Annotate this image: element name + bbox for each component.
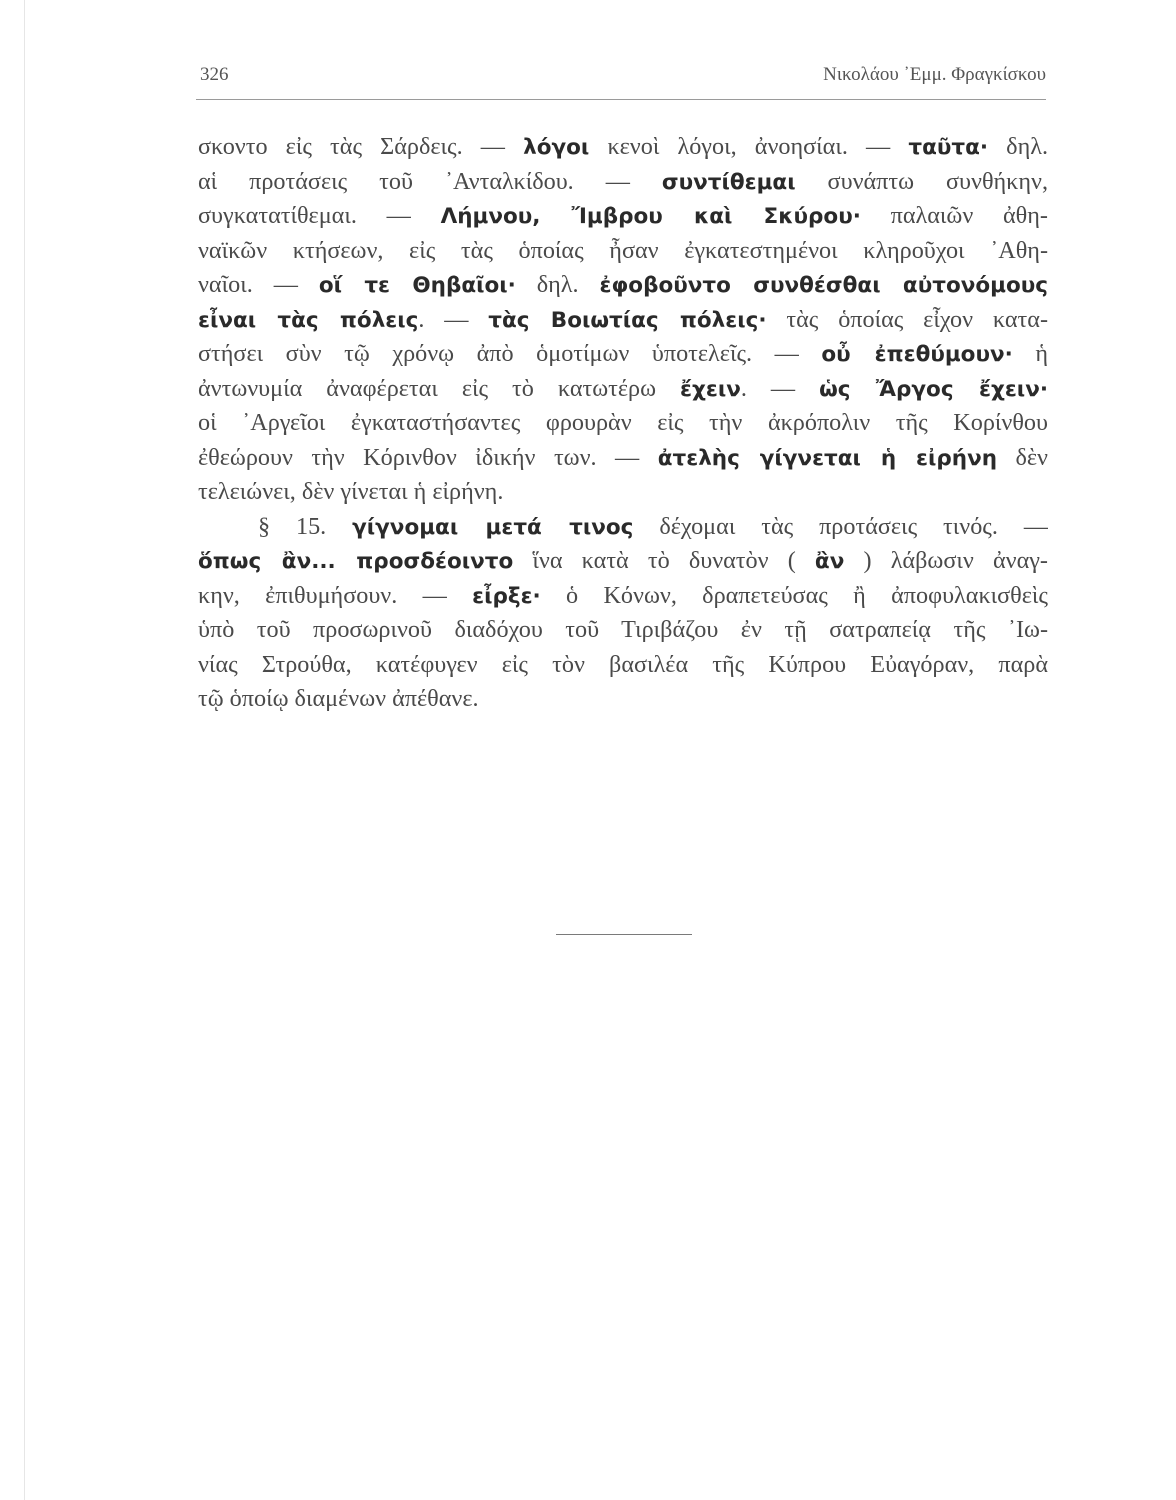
lemma: εἶναι τὰς πόλεις — [198, 307, 419, 333]
page-edge — [24, 0, 25, 1500]
text-line — [198, 165, 1048, 200]
text-line — [198, 406, 1048, 441]
lemma: ἔχειν — [680, 376, 741, 402]
lemma: ἀτελὴς γίγνεται ἡ εἰρήνη — [657, 445, 998, 471]
lemma: ὡς Ἄργος ἔχειν· — [819, 376, 1048, 402]
text-line — [198, 372, 1048, 407]
gloss: ) λάβωσιν ἀναγ- — [844, 547, 1048, 574]
gloss: δὲν — [997, 443, 1048, 471]
gloss: ἡ — [1012, 340, 1048, 367]
text-line — [198, 130, 1048, 165]
commentary-text — [198, 130, 1048, 717]
gloss: . — — [418, 305, 489, 333]
lemma: τὰς Βοιωτίας πόλεις· — [488, 307, 767, 333]
header-rule — [196, 99, 1046, 100]
lemma: ὅπως ἂν... προσδέοιντο — [198, 549, 514, 574]
lemma: οἵ τε Θηβαῖοι· — [318, 273, 516, 298]
text-line — [198, 234, 1048, 269]
lemma: συντίθεμαι — [661, 169, 796, 195]
text-line — [198, 268, 1048, 303]
text-line — [198, 682, 1048, 717]
gloss: ὑπὸ τοῦ προσωρινοῦ διαδόχου τοῦ Τιριβάζου ἐν τῇ σατραπείᾳ τῆς ᾿Ιω- — [198, 616, 1048, 643]
gloss: ἵνα κατὰ τὸ δυνατὸν ( — [513, 547, 815, 574]
page-number: 326 — [200, 64, 229, 85]
gloss: παλαιῶν ἀθη- — [860, 202, 1048, 229]
end-rule — [556, 934, 692, 935]
text-line — [198, 441, 1048, 476]
running-head — [200, 64, 1046, 94]
gloss: συνάπτω συνθήκην, — [795, 167, 1048, 195]
text-line — [198, 613, 1048, 648]
lemma: οὖ ἐπεθύμουν· — [821, 342, 1013, 367]
lemma: ταῦτα· — [908, 135, 989, 160]
text-line — [198, 544, 1048, 579]
text-line — [198, 579, 1048, 614]
gloss: ἀντωνυμία ἀναφέρεται εἰς τὸ κατωτέρω — [198, 374, 681, 402]
gloss: δηλ. — [515, 271, 600, 298]
gloss: οἱ ᾿Αργεῖοι ἐγκαταστήσαντες φρουρὰν εἰς τὴν ἀκρόπολιν τῆς Κορίνθου — [198, 409, 1048, 436]
gloss: νίας Στρούθα, κατέφυγεν εἰς τὸν βασιλέα τῆς Κύπρου Εὐαγόραν, παρὰ — [198, 650, 1048, 678]
gloss: . — — [740, 374, 820, 402]
gloss: ὁ Κόνων, δραπετεύσας ἢ ἀποφυλακισθεὶς — [540, 581, 1048, 609]
gloss: κην, ἐπιθυμήσουν. — — [198, 581, 473, 609]
gloss: δέχομαι τὰς προτάσεις τινός. — — [633, 512, 1048, 540]
gloss: τὰς ὁποίας εἶχον κατα- — [766, 305, 1048, 333]
text-line — [198, 199, 1048, 234]
text-line — [198, 475, 1048, 510]
gloss: σκοντο εἰς τὰς Σάρδεις. — — [198, 133, 524, 160]
gloss: ναῖοι. — — [198, 271, 319, 298]
gloss: τῷ ὁποίῳ διαμένων ἀπέθανε. — [198, 685, 479, 712]
gloss: ναϊκῶν κτήσεων, εἰς τὰς ὁποίας ἦσαν ἐγκατεστημένοι κληροῦχοι ᾿Αθη- — [198, 236, 1048, 264]
lemma: γίγνομαι μετά τινος — [352, 514, 634, 540]
text-line — [198, 303, 1048, 338]
text-line — [198, 648, 1048, 683]
gloss: αἱ προτάσεις τοῦ ᾿Ανταλκίδου. — — [198, 167, 662, 195]
lemma: εἶρξε· — [472, 583, 541, 609]
lemma: ἂν — [814, 549, 845, 574]
lemma: ἐφοβοῦντο συνθέσθαι αὐτονόμους — [599, 273, 1048, 298]
text-line — [198, 510, 1048, 545]
gloss: συγκατατίθεμαι. — — [198, 202, 441, 229]
running-title: Νικολάου ᾿Εμμ. Φραγκίσκου — [823, 64, 1046, 85]
lemma: Λήμνου, Ἴμβρου καὶ Σκύρου· — [440, 204, 861, 229]
gloss: ἐθεώρουν τὴν Κόρινθον ἰδικήν των. — — [198, 443, 658, 471]
text-line — [198, 337, 1048, 372]
gloss: τελειώνει, δὲν γίνεται ἡ εἰρήνη. — [198, 478, 504, 505]
gloss: κενοὶ λόγοι, ἀνοησίαι. — — [589, 133, 909, 160]
gloss: στήσει σὺν τῷ χρόνῳ ἀπὸ ὁμοτίμων ὑποτελεῖς. — — [198, 340, 822, 367]
gloss: δηλ. — [988, 133, 1048, 160]
gloss: § 15. — [258, 512, 353, 540]
lemma: λόγοι — [523, 135, 590, 160]
